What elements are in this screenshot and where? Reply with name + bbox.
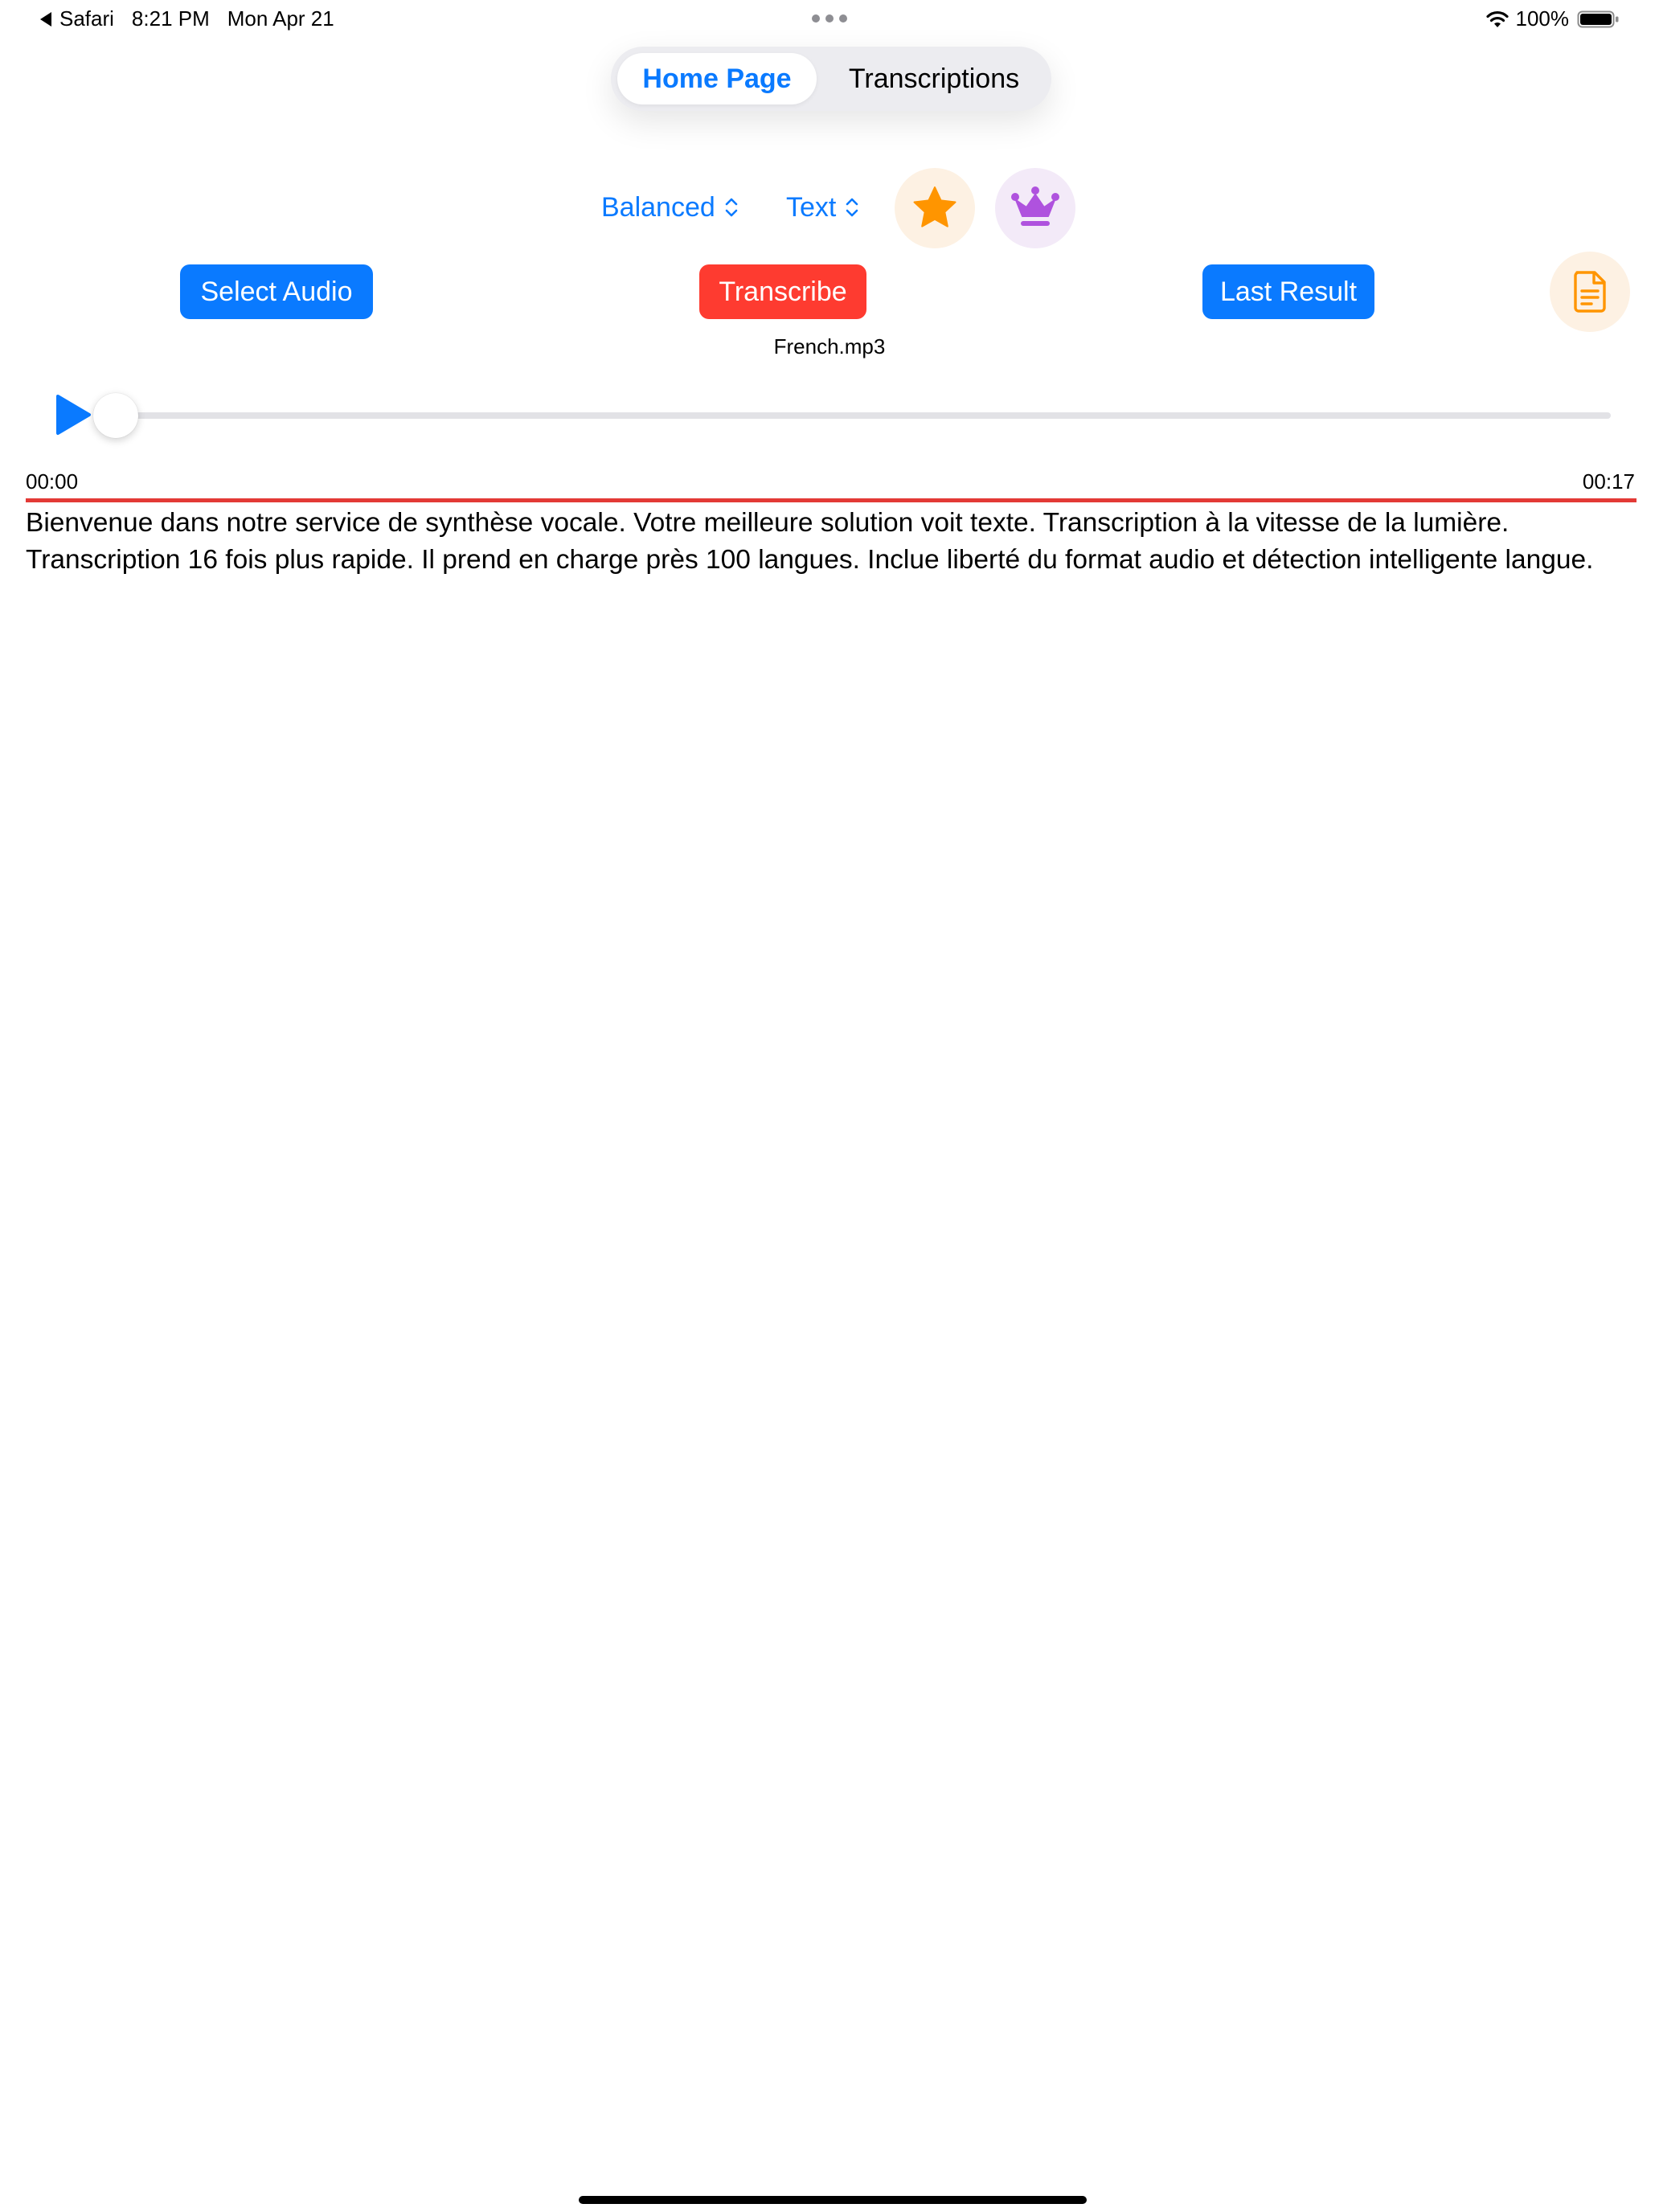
chevron-up-down-icon — [723, 195, 739, 219]
current-time: 00:00 — [26, 469, 79, 494]
status-right — [1485, 6, 1621, 31]
premium-button[interactable] — [995, 168, 1075, 248]
total-duration: 00:17 — [1582, 469, 1635, 494]
format-picker[interactable] — [786, 186, 860, 228]
format-picker-label: Text — [786, 191, 837, 223]
play-icon[interactable] — [55, 394, 92, 436]
back-app-label[interactable]: Safari — [59, 6, 114, 31]
favorite-button[interactable] — [895, 168, 975, 248]
last-result-button[interactable]: Last Result — [1202, 264, 1374, 319]
wifi-icon — [1485, 10, 1509, 29]
selected-file-name: French.mp3 — [773, 334, 886, 358]
quality-picker-label: Balanced — [601, 191, 715, 223]
chevron-up-down-icon — [844, 195, 860, 219]
star-icon — [911, 184, 959, 232]
tab-home-page[interactable]: Home Page — [617, 53, 817, 104]
status-date: Mon Apr 21 — [227, 6, 334, 31]
divider — [26, 498, 1636, 502]
select-audio-button[interactable]: Select Audio — [180, 264, 373, 319]
status-bar — [0, 0, 1659, 39]
back-arrow-icon[interactable] — [40, 12, 51, 27]
multitasking-dots-icon[interactable] — [812, 14, 847, 23]
document-icon — [1572, 270, 1608, 313]
transcript-text: Bienvenue dans notre service de synthèse vocale. Votre meilleure solution voit texte. Transcription à la vitesse de la lumière. Transcription 16 fois plus rapide. Il prend en charge près 100 langues. Inclue liberté du format audio et détection intelligente langue. — [26, 508, 1594, 575]
status-left — [40, 6, 334, 31]
battery-full-icon — [1577, 10, 1620, 29]
playback-track[interactable] — [93, 412, 1611, 419]
playback-slider-thumb[interactable] — [93, 393, 138, 438]
battery-percent: 100% — [1515, 6, 1569, 31]
tab-segmented-control — [611, 47, 1051, 111]
status-time: 8:21 PM — [131, 6, 210, 31]
transcribe-button[interactable]: Transcribe — [699, 264, 866, 319]
tab-transcriptions[interactable]: Transcriptions — [848, 63, 1020, 94]
home-indicator[interactable] — [579, 2196, 1087, 2204]
quality-picker[interactable] — [601, 186, 739, 228]
document-button[interactable] — [1550, 252, 1630, 332]
crown-icon — [1010, 186, 1060, 231]
